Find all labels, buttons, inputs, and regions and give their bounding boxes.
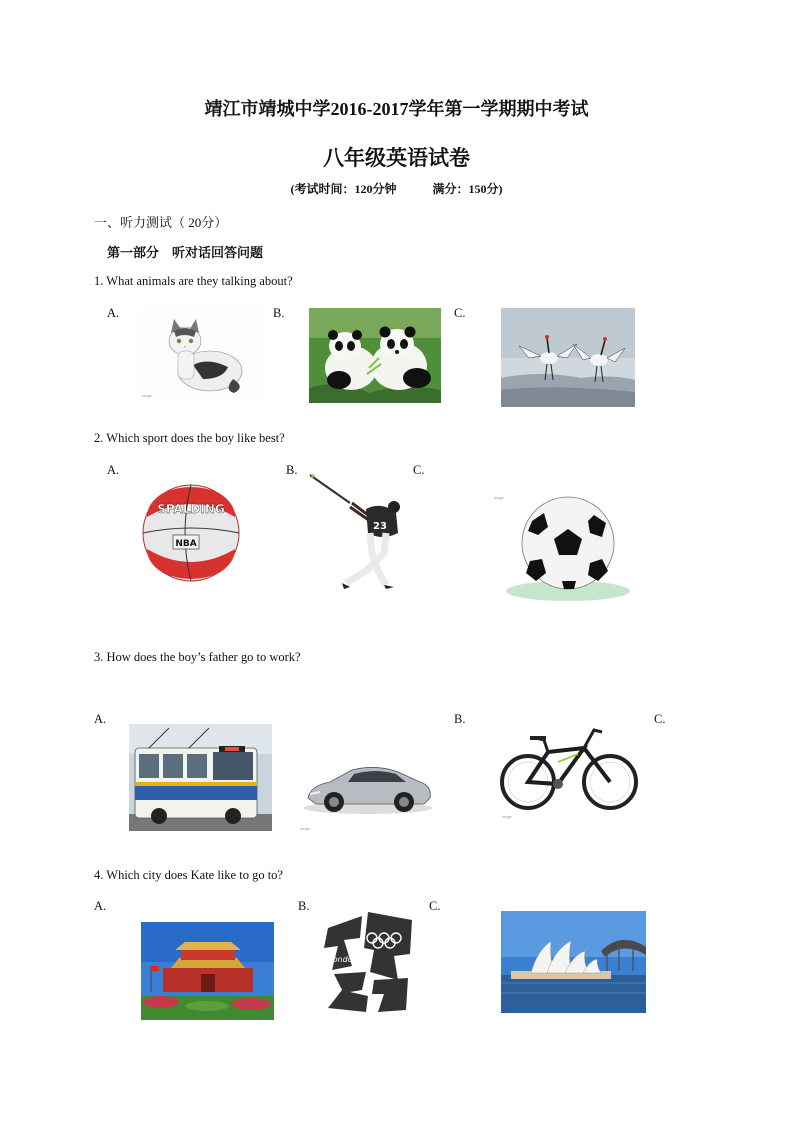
section-heading: 一、听力测试（ 20分）: [94, 215, 228, 230]
cranes-photo: [501, 308, 635, 407]
q3-option-a: A.: [94, 712, 107, 726]
baseball-player-photo: [306, 471, 406, 591]
soccer-ball-photo: [490, 493, 630, 603]
car-photo: [296, 748, 441, 834]
q2-option-c: C.: [413, 463, 425, 477]
q2-option-a: A.: [107, 463, 120, 477]
q3-option-c: C.: [654, 712, 666, 726]
tiananmen-photo: [141, 922, 274, 1020]
basketball-photo: [139, 483, 244, 583]
exam-title: 靖江市靖城中学2016-2017学年第一学期期中考试: [204, 99, 589, 119]
bicycle-photo: [498, 722, 640, 820]
cat-photo: [138, 307, 265, 400]
exam-info: (考试时间：120分钟 满分：150分): [290, 182, 503, 196]
q2-option-b: B.: [286, 463, 298, 477]
q3-option-b: B.: [454, 712, 466, 726]
watermark-text: image: [142, 393, 152, 398]
basketball-league-text: NBA: [175, 539, 197, 549]
watermark-text: image: [494, 495, 504, 500]
basketball-brand-text: SPALDING: [157, 502, 225, 516]
q4-option-a: A.: [94, 899, 107, 913]
sydney-opera-house-photo: [501, 911, 646, 1013]
london-2012-logo: [322, 910, 415, 1014]
q4-option-b: B.: [298, 899, 310, 913]
watermark-text: image: [300, 826, 310, 831]
question-1: 1. What animals are they talking about?: [94, 274, 293, 288]
jersey-number-text: 23: [373, 521, 387, 532]
question-3: 3. How does the boy’s father go to work?: [94, 650, 301, 664]
question-2: 2. Which sport does the boy like best?: [94, 431, 285, 445]
q1-option-a: A.: [107, 306, 120, 320]
pandas-photo: [309, 308, 441, 403]
paper-subtitle: 八年级英语试卷: [323, 146, 470, 170]
logo-city-text: london: [330, 955, 358, 964]
q1-option-c: C.: [454, 306, 466, 320]
bus-photo: [129, 724, 272, 831]
q1-option-b: B.: [273, 306, 285, 320]
question-4: 4. Which city does Kate like to go to?: [94, 868, 283, 882]
part-heading: 第一部分 听对话回答问题: [107, 245, 264, 260]
q4-option-c: C.: [429, 899, 441, 913]
watermark-text: image: [502, 814, 512, 819]
